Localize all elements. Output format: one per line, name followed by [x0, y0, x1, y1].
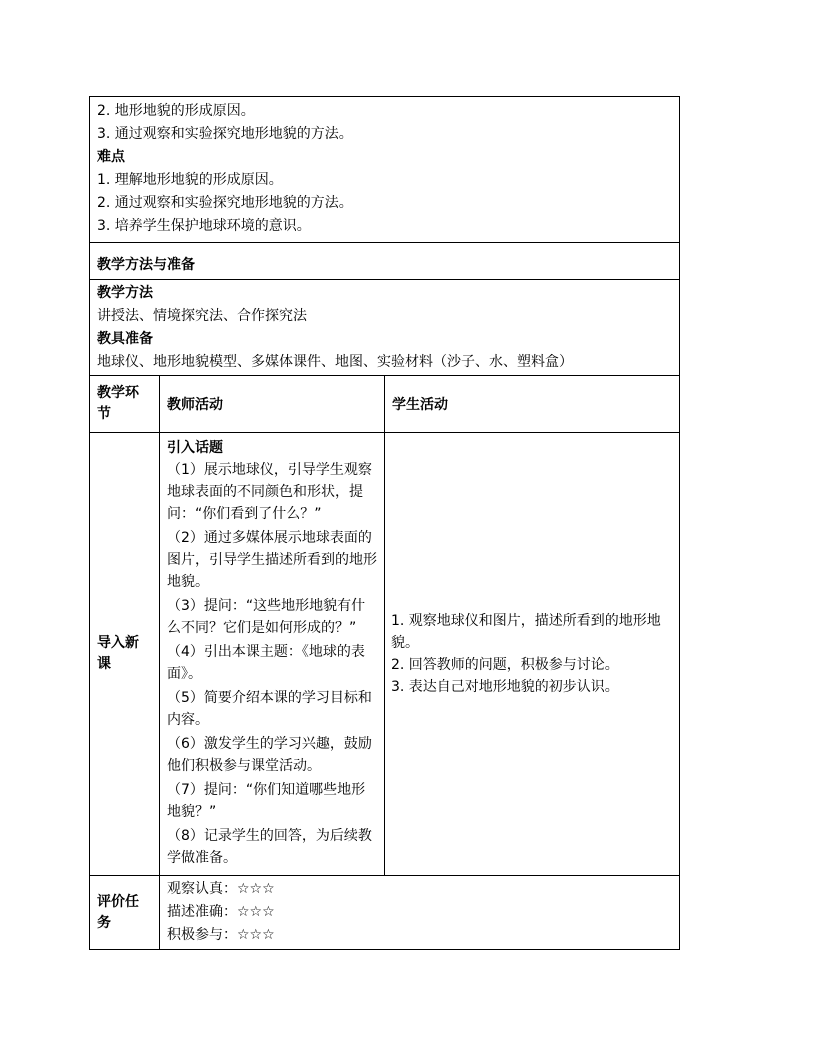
eval-stage: [90, 892, 159, 934]
teacher-activity-item: （1）展示地球仪，引导学生观察地球表面的不同颜色和形状，提问：“你们看到了什么？”: [167, 462, 372, 522]
methods-title-row: [90, 243, 680, 280]
student-activity-item: 2. 回答教师的问题，积极参与讨论。: [391, 657, 619, 673]
difficulty-heading: 难点: [97, 149, 125, 165]
difficulty-line: 1. 理解地形地貌的形成原因。: [97, 172, 283, 188]
student-activity-item: 1. 观察地球仪和图片，描述所看到的地形地貌。: [391, 613, 661, 651]
intro-row: [90, 433, 680, 876]
focus-row: [90, 97, 680, 243]
methods-cell: [90, 280, 680, 376]
difficulty-line: 2. 通过观察和实验探究地形地貌的方法。: [97, 195, 353, 211]
focus-cell: [90, 97, 680, 243]
student-activity-cell: [385, 433, 680, 876]
methods-title-cell: [90, 243, 680, 280]
intro-stage: [90, 633, 159, 675]
eval-items-cell: [160, 876, 680, 950]
teacher-activity-item: （8）记录学生的回答，为后续教学做准备。: [167, 828, 372, 866]
section-title: 教学方法与准备: [97, 257, 195, 273]
methods-text: 讲授法、情境探究法、合作探究法: [97, 308, 307, 324]
difficulty-line: 3. 培养学生保护地球环境的意识。: [97, 218, 311, 234]
stage-header-line: 节: [97, 406, 111, 422]
intro-stage-cell: [90, 433, 160, 876]
eval-stage-line: 务: [97, 914, 111, 931]
eval-stage-cell: [90, 876, 160, 950]
teacher-activity-title: 引入话题: [167, 440, 223, 456]
eval-item: 描述准确：☆☆☆: [167, 904, 275, 920]
eval-row: [90, 876, 680, 950]
eval-item: 积极参与：☆☆☆: [167, 927, 275, 943]
teacher-header: 教师活动: [167, 397, 223, 413]
stage-header: [90, 383, 159, 425]
focus-line: 2. 地形地貌的形成原因。: [97, 103, 255, 119]
methods-row: [90, 280, 680, 376]
table-header-row: [90, 376, 680, 433]
teacher-activity-item: （3）提问：“这些地形地貌有什么不同？它们是如何形成的？”: [167, 598, 366, 636]
tools-heading: 教具准备: [97, 331, 153, 347]
teacher-activity-item: （4）引出本课主题：《地球的表面》。: [167, 644, 365, 682]
lesson-plan-table: [89, 96, 680, 950]
teacher-activity-item: （5）简要介绍本课的学习目标和内容。: [167, 690, 372, 728]
tools-text: 地球仪、地形地貌模型、多媒体课件、地图、实验材料（沙子、水、塑料盒）: [97, 354, 573, 370]
student-header: 学生活动: [392, 397, 448, 413]
teacher-activity-item: （7）提问：“你们知道哪些地形地貌？”: [167, 782, 366, 820]
teacher-activity-cell: [160, 433, 385, 876]
student-activity-item: 3. 表达自己对地形地貌的初步认识。: [391, 679, 619, 695]
methods-heading: 教学方法: [97, 285, 153, 301]
eval-stage-line: 评价任: [97, 893, 139, 910]
intro-stage-line: 课: [97, 656, 111, 672]
focus-line: 3. 通过观察和实验探究地形地貌的方法。: [97, 126, 353, 142]
teacher-activity-item: （2）通过多媒体展示地球表面的图片，引导学生描述所看到的地形地貌。: [167, 530, 377, 590]
stage-header-cell: [90, 376, 160, 433]
student-header-cell: [385, 376, 680, 433]
stage-header-line: 教学环: [97, 385, 139, 401]
lesson-plan-document: [89, 96, 680, 950]
teacher-header-cell: [160, 376, 385, 433]
eval-item: 观察认真：☆☆☆: [167, 881, 275, 897]
intro-stage-line: 导入新: [97, 635, 139, 651]
teacher-activity-item: （6）激发学生的学习兴趣，鼓励他们积极参与课堂活动。: [167, 736, 372, 774]
